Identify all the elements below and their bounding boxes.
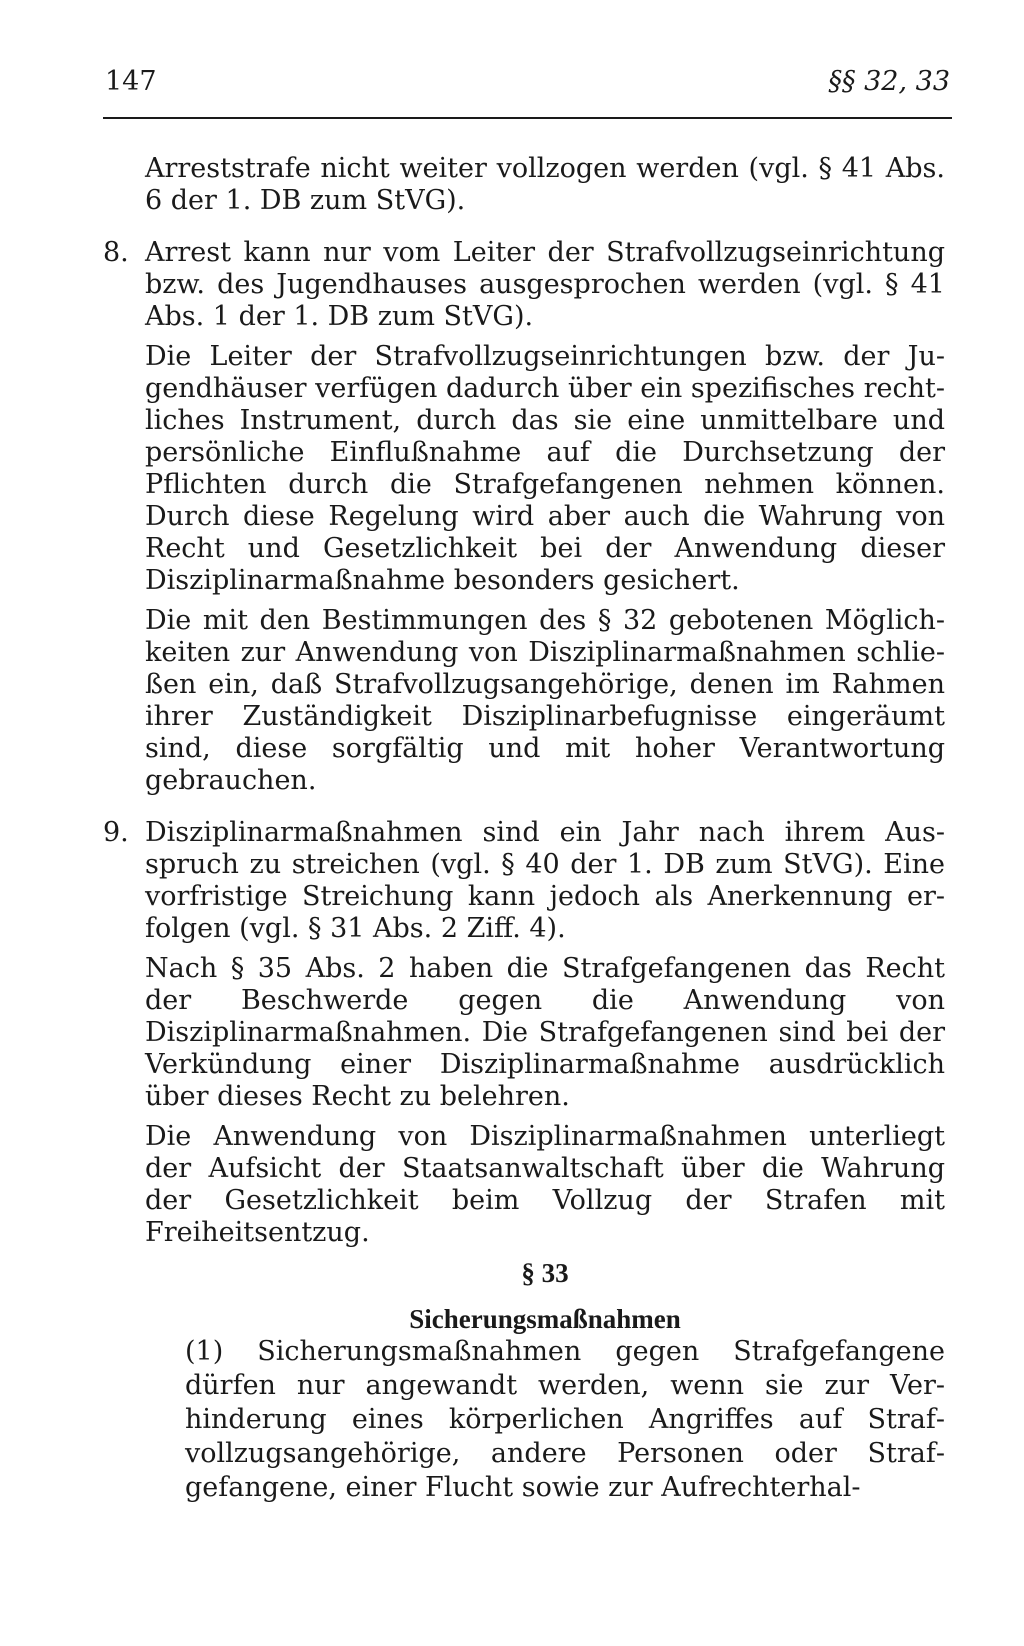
item-number: 9. — [103, 817, 129, 848]
list-item-9 — [103, 817, 945, 945]
paragraph-aufsicht: Die Anwendung von Disziplinarmaßnahmen unterliegt der Aufsicht der Staatsanwaltschaft über die Wahrung der Gesetzlichkeit beim Vollzug der Strafen mit Freiheitsentzug. — [145, 1121, 945, 1248]
item-text: Disziplinarmaßnahmen sind ein Jahr nach ihrem Ausspruch zu streichen (vgl. § 40 der 1. DB zum StVG). Eine vorfristige Streichung kann jedoch als Anerkennung erfolgen (vgl. § 31 Abs. 2 Ziff. 4). — [145, 817, 945, 944]
section-title: Sicherungsmaßnahmen — [409, 1304, 681, 1334]
item-number: 8. — [103, 237, 129, 268]
item-text: Arrest kann nur vom Leiter der Strafvollzugseinrichtung bzw. des Jugendhauses ausgesprochen werden (vgl. § 41 Abs. 1 der 1. DB zum StVG). — [145, 237, 945, 332]
page-header — [105, 66, 950, 106]
section-reference: §§ 32, 33 — [828, 66, 950, 97]
paragraph-leiter: Die Leiter der Strafvollzugseinrichtungen bzw. der Jugendhäuser verfügen dadurch über ein spezifisches rechtliches Instrument, durch das sie eine unmittelbare und persönliche Einflußnahme auf die Durchsetzung der Pflichten durch die Strafgefangenen nehmen können. Durch diese Regelung wird aber auch die Wahrung von Recht und Gesetzlichkeit bei der Anwendung dieser Disziplinarmaßnahme besonders gesichert. — [145, 341, 945, 596]
paragraph-bestimmungen: Die mit den Bestimmungen des § 32 gebotenen Möglichkeiten zur Anwendung von Disziplinarmaßnahmen schließen ein, daß Strafvollzugsangehörige, denen im Rahmen ihrer Zuständigkeit Disziplinarbefugnisse eingeräumt sind, diese sorgfältig und mit hoher Verantwortung gebrauchen. — [145, 605, 945, 796]
section-paragraph-1: (1) Sicherungsmaßnahmen gegen Strafgefangene dürfen nur angewandt werden, wenn sie zur Verhinderung eines körperlichen Angriffes auf Strafvollzugsangehörige, andere Personen oder Strafgefangene, einer Flucht sowie zur Aufrechterhal- — [185, 1336, 945, 1503]
paragraph-beschwerde: Nach § 35 Abs. 2 haben die Strafgefangenen das Recht der Beschwerde gegen die Anwendung von Disziplinarmaßnahmen. Die Strafgefangenen sind bei der Verkündung einer Disziplinarmaßnahme ausdrücklich über dieses Recht zu belehren. — [145, 953, 945, 1112]
page-number: 147 — [105, 66, 157, 97]
header-divider — [103, 117, 952, 119]
paragraph-continuation: Arreststrafe nicht weiter vollzogen werden (vgl. § 41 Abs. 6 der 1. DB zum StVG). — [145, 153, 945, 216]
page-body — [103, 153, 945, 1505]
list-item-8 — [103, 237, 945, 333]
section-number: § 33 — [521, 1258, 569, 1288]
